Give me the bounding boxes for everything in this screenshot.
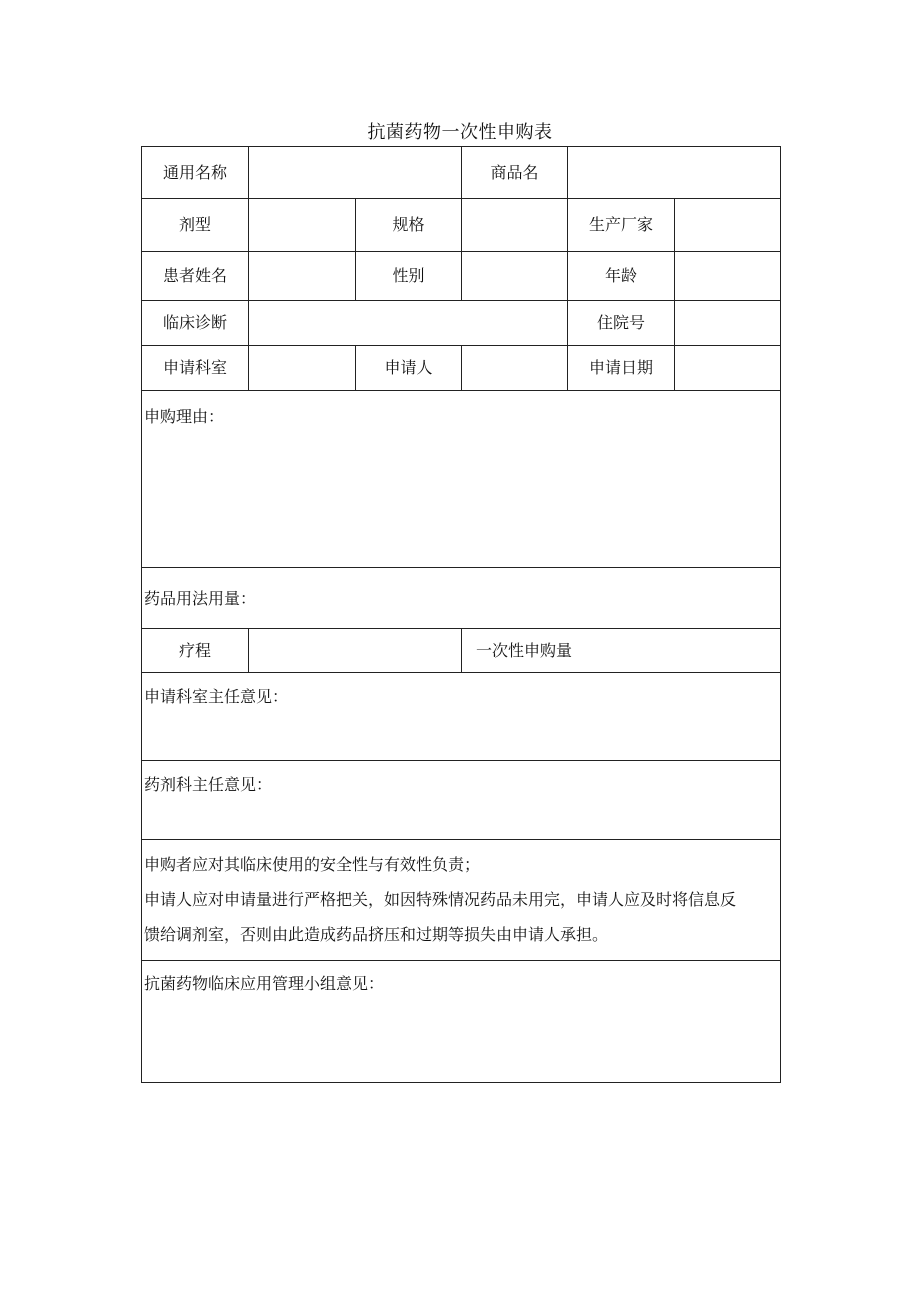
usage-dosage-field[interactable]	[267, 568, 780, 628]
row-divider	[142, 760, 780, 761]
patient-name-field[interactable]	[249, 252, 355, 300]
form-title: 抗菌药物一次性申购表	[367, 122, 553, 143]
trade-name-field[interactable]	[568, 147, 780, 198]
pharmacy-director-opinion-field[interactable]	[142, 799, 780, 839]
department-director-opinion-label: 申请科室主任意见：	[144, 687, 289, 706]
application-date-field[interactable]	[675, 346, 780, 390]
gender-label: 性别	[392, 266, 425, 285]
notice-block	[144, 855, 778, 945]
usage-dosage-label: 药品用法用量：	[144, 589, 257, 608]
one-time-quantity-field[interactable]	[672, 629, 780, 672]
age-field[interactable]	[675, 252, 780, 300]
application-date-label: 申请日期	[588, 358, 653, 377]
notice-line: 申购者应对其临床使用的安全性与有效性负责；	[144, 855, 481, 874]
generic-name-field[interactable]	[249, 147, 461, 198]
applicant-field[interactable]	[462, 346, 567, 390]
manufacturer-label: 生产厂家	[588, 215, 653, 234]
antibacterial-group-opinion-field[interactable]	[142, 998, 780, 1082]
specification-field[interactable]	[462, 199, 567, 251]
pharmacy-director-opinion-label: 药剂科主任意见：	[144, 775, 273, 794]
department-director-opinion-field[interactable]	[142, 711, 780, 760]
antibacterial-group-opinion-label: 抗菌药物临床应用管理小组意见：	[144, 974, 385, 993]
course-field[interactable]	[249, 629, 461, 672]
admission-number-label: 住院号	[596, 313, 645, 332]
purchase-form	[141, 146, 781, 1083]
notice-line: 申请人应对申请量进行严格把关，如因特殊情况药品未用完，申请人应及时将信息反	[144, 890, 737, 909]
row-divider	[142, 960, 780, 961]
row-divider	[142, 672, 780, 673]
specification-label: 规格	[392, 215, 425, 234]
clinical-diagnosis-label: 临床诊断	[162, 313, 227, 332]
dosage-form-field[interactable]	[249, 199, 355, 251]
applying-department-field[interactable]	[249, 346, 355, 390]
purchase-reason-field[interactable]	[142, 431, 780, 567]
gender-field[interactable]	[462, 252, 567, 300]
dosage-form-label: 剂型	[178, 215, 211, 234]
trade-name-label: 商品名	[490, 162, 539, 182]
row-divider	[142, 390, 780, 391]
patient-name-label: 患者姓名	[162, 266, 227, 285]
generic-name-label: 通用名称	[162, 162, 227, 182]
notice-line: 馈给调剂室，否则由此造成药品挤压和过期等损失由申请人承担。	[144, 925, 609, 944]
applying-department-label: 申请科室	[162, 358, 227, 377]
clinical-diagnosis-field[interactable]	[249, 301, 567, 345]
admission-number-field[interactable]	[675, 301, 780, 345]
purchase-reason-label: 申购理由：	[144, 407, 225, 426]
applicant-label: 申请人	[384, 358, 433, 377]
manufacturer-field[interactable]	[675, 199, 780, 251]
one-time-quantity-label: 一次性申购量	[476, 640, 573, 660]
age-label: 年龄	[604, 266, 637, 285]
course-label: 疗程	[178, 640, 211, 660]
row-divider	[142, 839, 780, 840]
